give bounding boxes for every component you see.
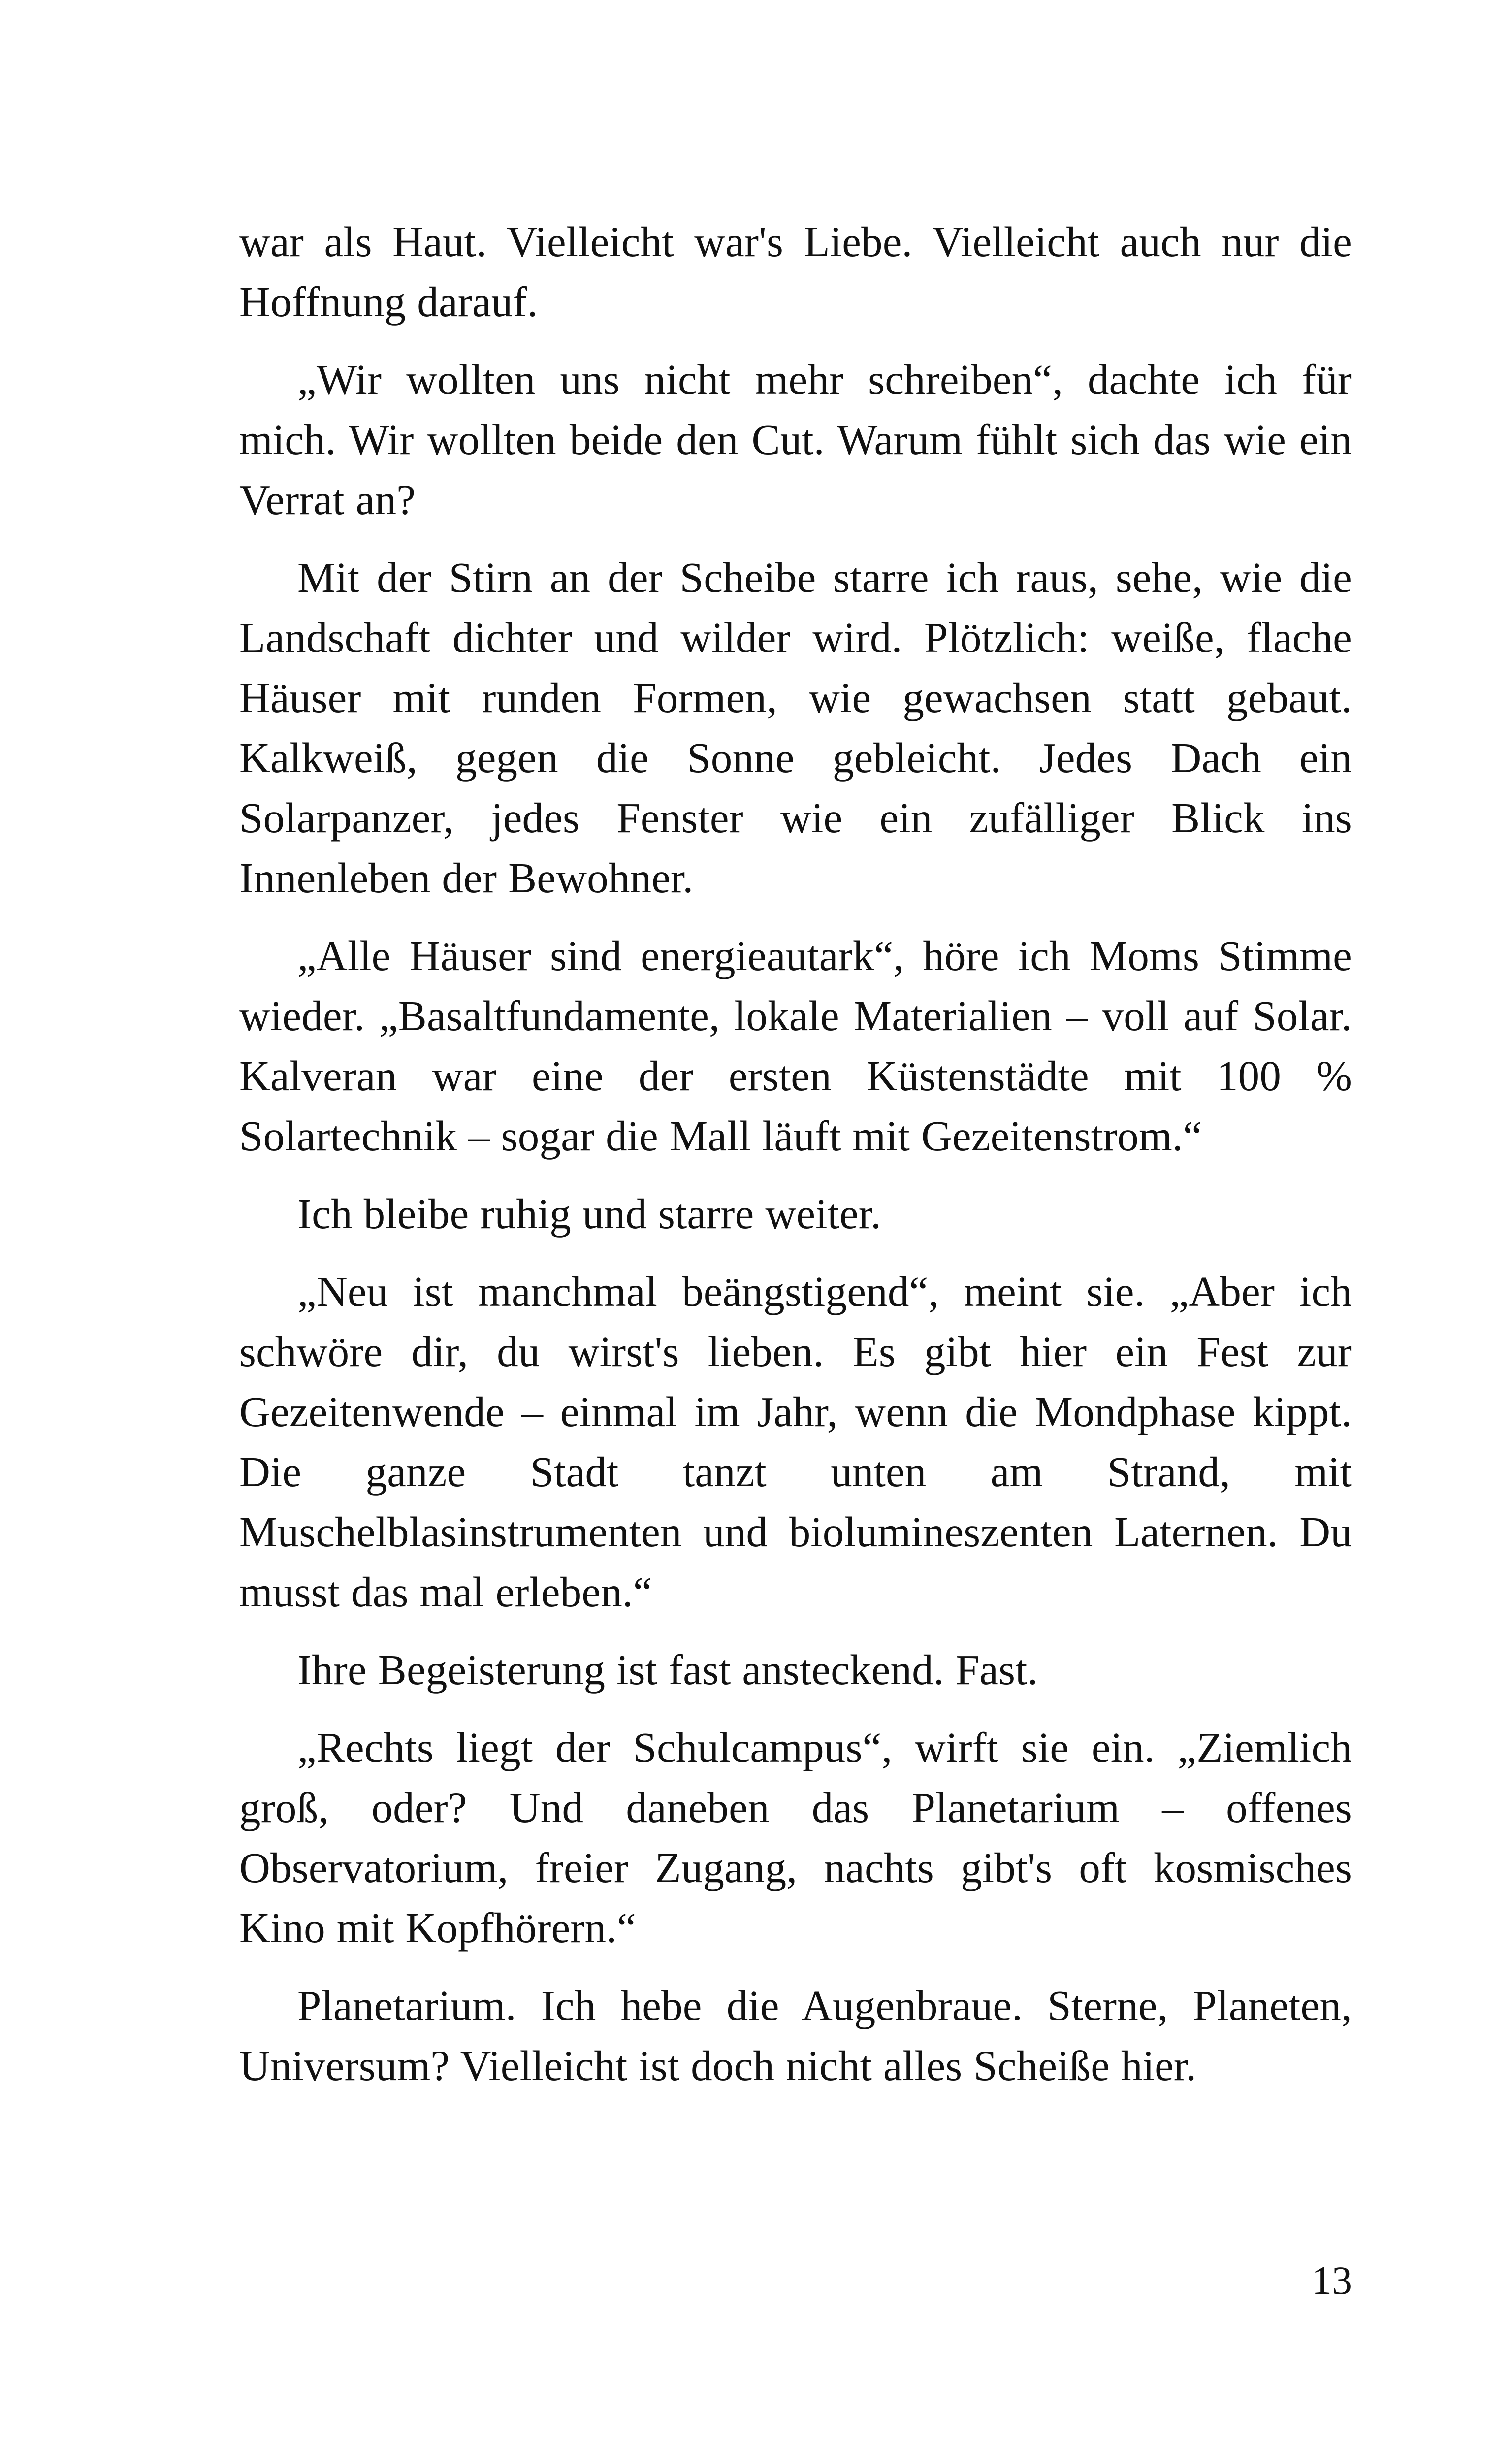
paragraph: Mit der Stirn an der Scheibe starre ich raus, sehe, wie die Landschaft dichter und wilder wird. Plötzlich: weiße, flache Häuser mit runden Formen, wie gewachsen statt gebaut. Kalkweiß, gegen die Sonne gebleicht. Jedes Dach ein Solarpanzer, jedes Fenster wie ein zufälliger Blick ins Innenleben der Bewohner. <box>239 554 1352 902</box>
paragraph: Ich bleibe ruhig und starre weiter. <box>297 1190 882 1238</box>
paragraph: „Alle Häuser sind energieautark“, höre ich Moms Stimme wieder. „Basaltfundamente, lokale Materialien – voll auf Solar. Kalveran war eine der ersten Küstenstädte mit 100 % Solartechnik – sogar die Mall läuft mit Gezeitenstrom.“ <box>239 932 1352 1160</box>
text-block <box>239 212 1352 2096</box>
paragraph: „Neu ist manchmal beängstigend“, meint sie. „Aber ich schwöre dir, du wirst's lieben. Es gibt hier ein Fest zur Gezeitenwende – einmal im Jahr, wenn die Mondphase kippt. Die ganze Stadt tanzt unten am Strand, mit Muschelblasinstrumenten und biolumineszenten Laternen. Du musst das mal erleben.“ <box>239 1268 1352 1616</box>
paragraph: „Rechts liegt der Schulcampus“, wirft sie ein. „Ziemlich groß, oder? Und daneben das Planetarium – offenes Observatorium, freier Zugang, nachts gibt's oft kosmisches Kino mit Kopfhörern.“ <box>239 1724 1352 1952</box>
paragraph: war als Haut. Vielleicht war's Liebe. Vielleicht auch nur die Hoffnung darauf. <box>239 218 1352 326</box>
paragraph: Ihre Begeisterung ist fast ansteckend. Fast. <box>297 1646 1038 1694</box>
page-number: 13 <box>1312 2258 1352 2303</box>
paragraph: Planetarium. Ich hebe die Augenbraue. Sterne, Planeten, Universum? Vielleicht ist doch nicht alles Scheiße hier. <box>239 1982 1352 2089</box>
paragraph: „Wir wollten uns nicht mehr schreiben“, dachte ich für mich. Wir wollten beide den Cut. Warum fühlt sich das wie ein Verrat an? <box>239 356 1352 523</box>
